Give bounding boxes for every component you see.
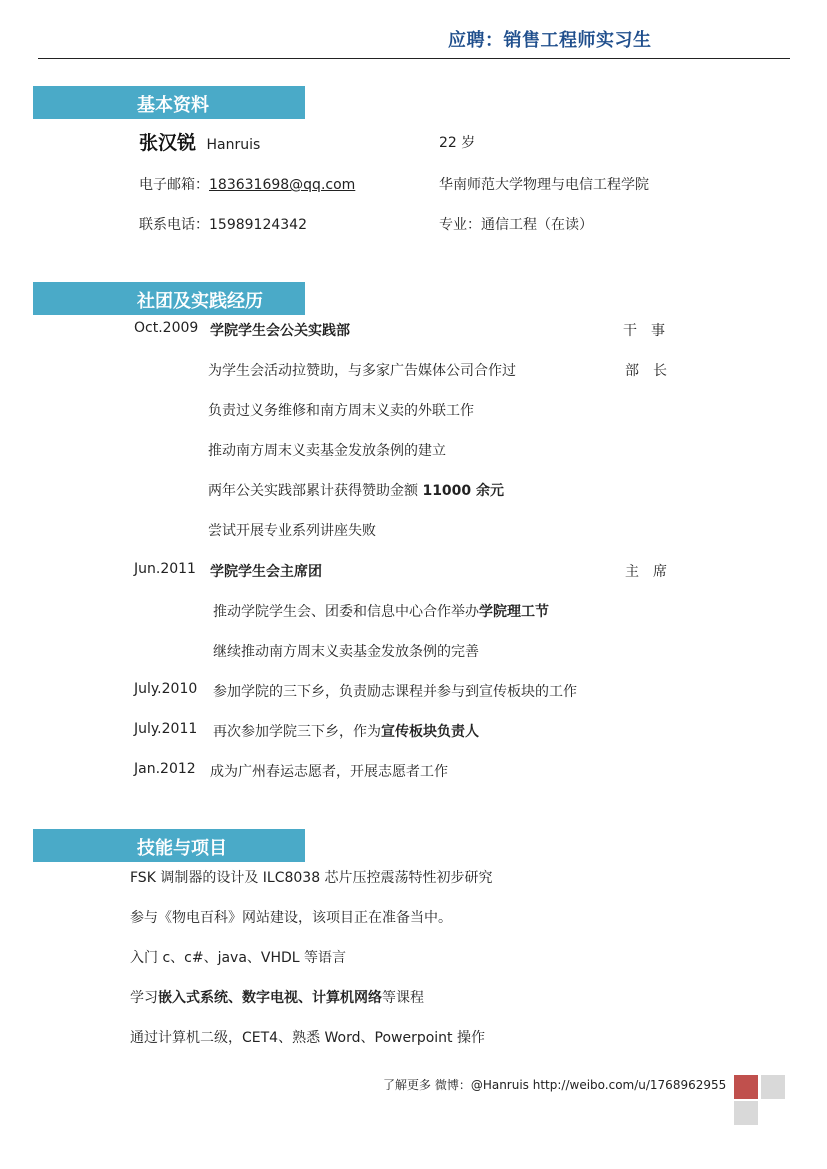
age: 22 岁 (439, 135, 476, 151)
skill-highlight: 嵌入式系统、数字电视、计算机网络 (158, 990, 382, 1006)
entry-item-text: 两年公关实践部累计获得赞助金额 (208, 483, 423, 499)
decor-square-red (734, 1075, 758, 1099)
entry-date: Jun.2011 (134, 561, 196, 577)
entry-item: 负责过义务维修和南方周末义卖的外联工作 (208, 403, 474, 419)
school: 华南师范大学物理与电信工程学院 (439, 177, 649, 193)
page-title: 应聘：销售工程师实习生 (448, 30, 652, 51)
entry-text: 参加学院的三下乡，负责励志课程并参与到宣传板块的工作 (213, 684, 577, 700)
skill-item: FSK 调制器的设计及 ILC8038 芯片压控震荡特性初步研究 (130, 870, 493, 886)
major: 专业：通信工程（在读） (439, 217, 593, 233)
skill-item: 入门 c、c#、java、VHDL 等语言 (130, 950, 347, 966)
entry-role: 部 长 (625, 363, 667, 379)
entry-item: 尝试开展专业系列讲座失败 (208, 523, 376, 539)
phone-number: 15989124342 (209, 217, 307, 233)
section-title: 技能与项目 (137, 838, 227, 859)
entry-item: 为学生会活动拉赞助，与多家广告媒体公司合作过 (208, 363, 516, 379)
entry-item: 继续推动南方周末义卖基金发放条例的完善 (213, 644, 479, 660)
skill-text: 等课程 (382, 990, 424, 1006)
entry-role: 主 席 (625, 564, 667, 580)
entry-item (208, 480, 504, 500)
section-header-basic (33, 86, 305, 119)
full-name: 张汉锐 (139, 132, 197, 154)
skill-item (130, 987, 424, 1007)
english-name: Hanruis (206, 137, 261, 153)
phone-label: 联系电话： (139, 217, 209, 233)
phone-row (139, 214, 307, 234)
skill-item: 通过计算机二级，CET4、熟悉 Word、Powerpoint 操作 (130, 1030, 485, 1046)
entry-item-highlight: 11000 余元 (422, 483, 505, 499)
entry-role: 干 事 (623, 323, 665, 339)
email-link[interactable]: 183631698@qq.com (209, 177, 356, 193)
entry-text: 成为广州春运志愿者，开展志愿者工作 (210, 764, 448, 780)
entry-date: Oct.2009 (134, 320, 199, 336)
entry-item: 推动南方周末义卖基金发放条例的建立 (208, 443, 446, 459)
entry-organization: 学院学生会公关实践部 (210, 323, 350, 339)
section-title: 社团及实践经历 (137, 291, 263, 312)
entry-date: July.2011 (134, 721, 198, 737)
email-row (139, 174, 355, 194)
entry-text: 再次参加学院三下乡，作为 (213, 724, 381, 740)
footer-weibo-link[interactable]: 了解更多 微博：@Hanruis http://weibo.com/u/1768962955 (383, 1078, 727, 1092)
entry-date: July.2010 (134, 681, 198, 697)
skill-item: 参与《物电百科》网站建设，该项目正在准备当中。 (130, 910, 452, 926)
entry-highlight: 宣传板块负责人 (381, 724, 479, 740)
entry-organization: 学院学生会主席团 (210, 564, 322, 580)
header-divider (38, 58, 790, 59)
email-label: 电子邮箱： (139, 177, 209, 193)
entry-item-highlight: 学院理工节 (479, 604, 549, 620)
section-title: 基本资料 (137, 95, 209, 116)
skill-text: 学习 (130, 990, 158, 1006)
section-header-experience (33, 282, 305, 315)
entry-text-row (213, 721, 479, 741)
entry-date: Jan.2012 (134, 761, 196, 777)
entry-item (213, 601, 549, 621)
decor-square-gray (734, 1101, 758, 1125)
decor-square-gray (761, 1075, 785, 1099)
section-header-skills (33, 829, 305, 862)
entry-item-text: 推动学院学生会、团委和信息中心合作举办 (213, 604, 479, 620)
name-block (139, 128, 260, 155)
